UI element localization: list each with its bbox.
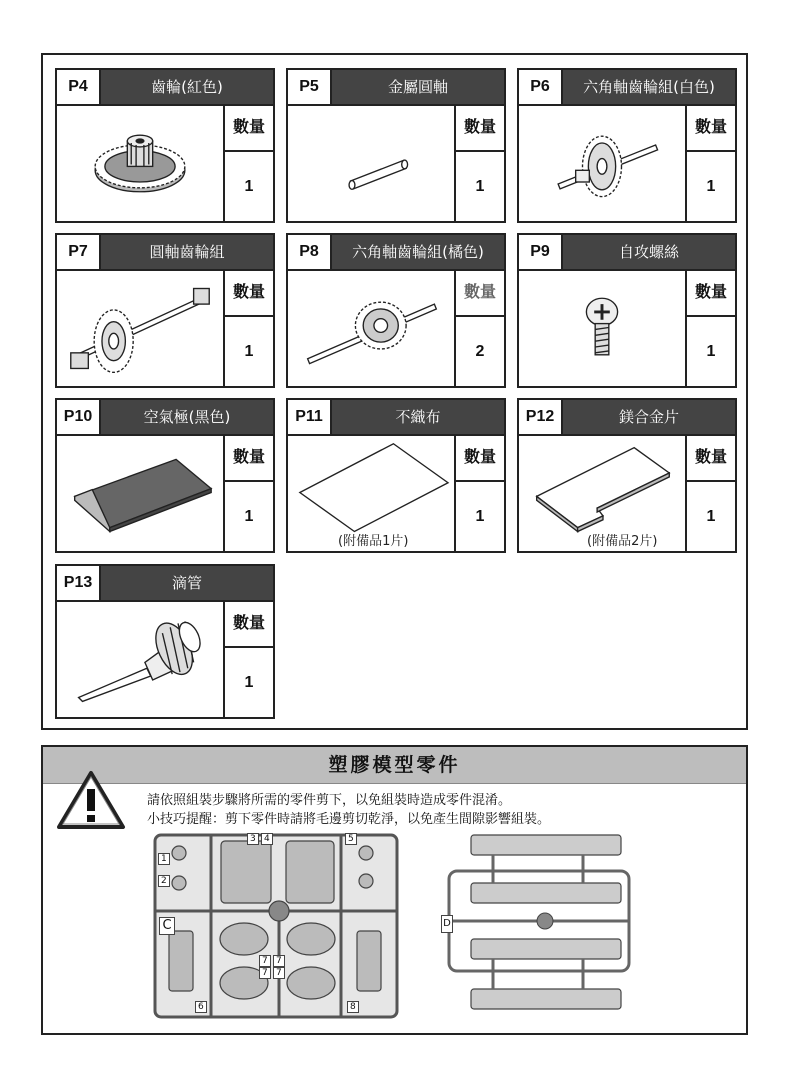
part-card-p9: [517, 233, 737, 388]
quantity-value: 1: [706, 177, 716, 195]
part-card-p12: [517, 398, 737, 553]
spare-note: (附備品2片): [587, 534, 658, 549]
part-number: 8: [347, 1001, 359, 1013]
instruction-line-1: 請依照組裝步驟將所需的零件剪下，以免組裝時造成零件混淆。: [147, 793, 512, 808]
part-code: P11: [288, 400, 332, 434]
quantity-label: 數量: [456, 104, 504, 152]
spare-note: (附備品1片): [338, 534, 409, 549]
sprue-d: [433, 831, 633, 1021]
sprue-c-label: C: [159, 917, 175, 935]
part-card-p7: [55, 233, 275, 388]
part-name: 不織布: [395, 408, 441, 426]
screw-icon: [519, 269, 685, 386]
part-name: 鎂合金片: [618, 408, 679, 426]
quantity-label: 數量: [687, 104, 735, 152]
part-number: 7: [259, 955, 271, 967]
quantity-box: [685, 104, 735, 221]
quantity-label: 數量: [456, 269, 504, 317]
metal-shaft-icon: [288, 104, 454, 221]
part-number: 6: [195, 1001, 207, 1013]
part-number: 7: [259, 967, 271, 979]
part-card-p13: [55, 564, 275, 719]
part-code: P13: [57, 566, 101, 600]
part-number: 7: [273, 967, 285, 979]
part-code: P12: [519, 400, 563, 434]
part-name: 空氣極(黑色): [143, 408, 231, 426]
part-code: P6: [519, 70, 563, 104]
part-code: P5: [288, 70, 332, 104]
part-code: P8: [288, 235, 332, 269]
part-name: 六角軸齒輪組(白色): [583, 78, 715, 96]
sprue-d-label: D: [441, 915, 453, 933]
part-card-p6: [517, 68, 737, 223]
part-number: 5: [345, 833, 357, 845]
warning-triangle-icon: [55, 769, 127, 831]
part-number: 4: [261, 833, 273, 845]
quantity-box: [223, 104, 273, 221]
part-code: P7: [57, 235, 101, 269]
dropper-icon: [57, 600, 223, 717]
quantity-box: [223, 434, 273, 551]
plastic-parts-section: [41, 745, 748, 1035]
quantity-label: 數量: [225, 600, 273, 648]
quantity-label: 數量: [456, 434, 504, 482]
part-name: 六角軸齒輪組(橘色): [352, 243, 484, 261]
quantity-value: 2: [475, 342, 485, 360]
sprue-c: [151, 831, 401, 1021]
quantity-box: [685, 269, 735, 386]
part-card-p8: [286, 233, 506, 388]
part-number: 3: [247, 833, 259, 845]
quantity-box: [454, 269, 504, 386]
part-card-p11: [286, 398, 506, 553]
quantity-value: 1: [475, 177, 485, 195]
part-code: P9: [519, 235, 563, 269]
part-name: 齒輪(紅色): [151, 78, 223, 96]
quantity-box: [454, 434, 504, 551]
part-number: 2: [158, 875, 170, 887]
quantity-value: 1: [706, 342, 716, 360]
part-card-p10: [55, 398, 275, 553]
quantity-value: 1: [244, 177, 254, 195]
part-name: 圓軸齒輪組: [149, 243, 225, 261]
part-number: 1: [158, 853, 170, 865]
quantity-box: [223, 600, 273, 717]
hex-gear-white-icon: [519, 104, 685, 221]
part-name: 金屬圓軸: [387, 78, 448, 96]
part-name: 滴管: [171, 574, 202, 592]
quantity-label: 數量: [225, 104, 273, 152]
quantity-value: 1: [244, 673, 254, 691]
plastic-parts-title: 塑膠模型零件: [43, 747, 746, 784]
quantity-value: 1: [244, 342, 254, 360]
part-card-p4: [55, 68, 275, 223]
quantity-label: 數量: [225, 269, 273, 317]
hex-gear-orange-icon: [288, 269, 454, 386]
part-code: P4: [57, 70, 101, 104]
quantity-value: 1: [475, 507, 485, 525]
quantity-box: [685, 434, 735, 551]
quantity-label: 數量: [687, 269, 735, 317]
instruction-line-2: 小技巧提醒：剪下零件時請將毛邊剪切乾淨，以免產生間隙影響組裝。: [147, 812, 551, 827]
part-name: 自攻螺絲: [618, 243, 679, 261]
part-number: 7: [273, 955, 285, 967]
quantity-value: 1: [244, 507, 254, 525]
red-gear-icon: [57, 104, 223, 221]
quantity-box: [454, 104, 504, 221]
quantity-label: 數量: [225, 434, 273, 482]
quantity-box: [223, 269, 273, 386]
quantity-value: 1: [706, 507, 716, 525]
part-card-p5: [286, 68, 506, 223]
round-shaft-gear-icon: [57, 269, 223, 386]
quantity-label: 數量: [687, 434, 735, 482]
air-electrode-icon: [57, 434, 223, 551]
part-code: P10: [57, 400, 101, 434]
